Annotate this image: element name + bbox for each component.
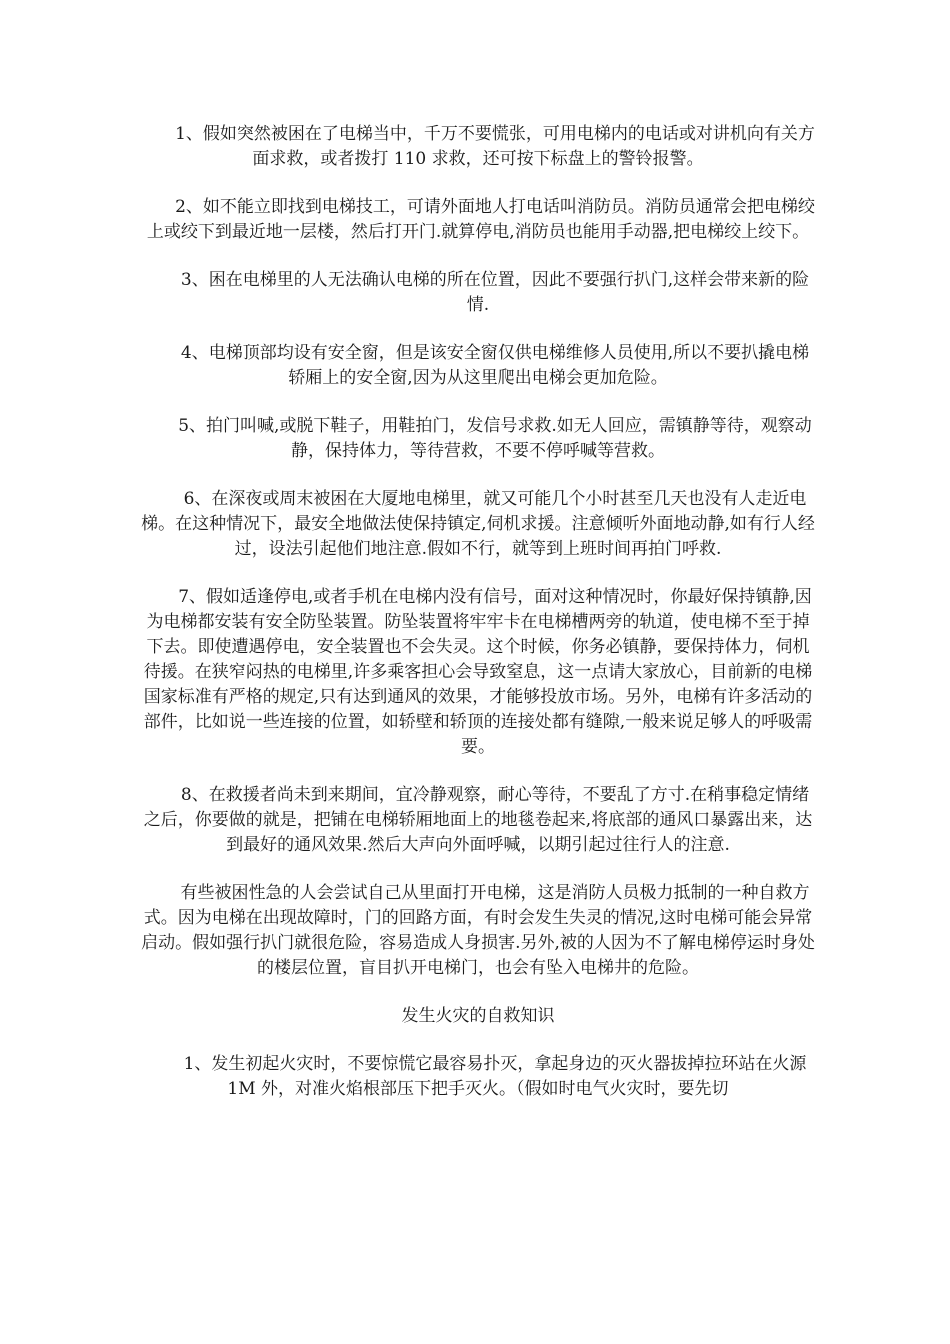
paragraph-2: 2、如不能立即找到电梯技工，可请外面地人打电话叫消防员。消防员通常会把电梯绞上或绞下到最近地一层楼，然后打开门.就算停电,消防员也能用手动器,把电梯绞上绞下。 — [146, 197, 815, 242]
paragraph-7: 7、假如适逢停电,或者手机在电梯内没有信号，面对这种情况时，你最好保持镇静,因为电梯都安装有安全防坠装置。防坠装置将牢牢卡在电梯槽两旁的轨道，使电梯不至于掉下去。即使遭遇停电，安全装置也不会失灵。这个时候，你务必镇静，要保持体力，伺机待援。在狭窄闷热的电梯里,许多乘客担心会导致窒息，这一点请大家放心，目前新的电梯国家标准有严格的规定,只有达到通风的效果，才能够投放市场。另外，电梯有许多活动的部件，比如说一些连接的位置，如轿壁和轿顶的连接处都有缝隙,一般来说足够人的呼吸需要。 — [143, 587, 813, 757]
paragraph-6: 6、在深夜或周末被困在大厦地电梯里，就又可能几个小时甚至几天也没有人走近电梯。在这种情况下，最安全地做法使保持镇定,伺机求援。注意倾听外面地动静,如有行人经过，设法引起他们地注意.假如不行，就等到上班时间再拍门呼救. — [141, 489, 815, 559]
section-paragraph-1: 1、发生初起火灾时，不要惊慌它最容易扑灭，拿起身边的灭火器拔掉拉环站在火源 1M 外，对准火焰根部压下把手灭火。（假如时电气火灾时，要先切 — [183, 1054, 807, 1099]
document-body — [140, 122, 816, 1125]
paragraph-9: 有些被困性急的人会尝试自己从里面打开电梯，这是消防人员极力抵制的一种自救方式。因为电梯在出现故障时，门的回路方面，有时会发生失灵的情况,这时电梯可能会异常启动。假如强行扒门就很危险，容易造成人身损害.另外,被的人因为不了解电梯停运时身处的楼层位置，盲目扒开电梯门，也会有坠入电梯井的危险。 — [141, 883, 815, 978]
section-heading: 发生火灾的自救知识 — [401, 1006, 555, 1026]
paragraph-4: 4、电梯顶部均设有安全窗，但是该安全窗仅供电梯维修人员使用,所以不要扒撬电梯轿厢上的安全窗,因为从这里爬出电梯会更加危险。 — [180, 343, 810, 388]
paragraph-3: 3、困在电梯里的人无法确认电梯的所在位置，因此不要强行扒门,这样会带来新的险情. — [180, 270, 810, 315]
paragraph-5: 5、拍门叫喊,或脱下鞋子，用鞋拍门，发信号求救.如无人回应，需镇静等待，观察动静，保持体力，等待营救，不要不停呼喊等营救。 — [178, 416, 812, 461]
paragraph-1: 1、假如突然被困在了电梯当中，千万不要慌张，可用电梯内的电话或对讲机向有关方面求救，或者拨打 110 求救，还可按下标盘上的警铃报警。 — [175, 124, 815, 169]
paragraph-8: 8、在救援者尚未到来期间，宜冷静观察，耐心等待，不要乱了方寸.在稍事稳定情绪之后，你要做的就是，把铺在电梯轿厢地面上的地毯卷起来,将底部的通风口暴露出来，达到最好的通风效果.然后大声向外面呼喊，以期引起过往行人的注意. — [143, 785, 813, 855]
